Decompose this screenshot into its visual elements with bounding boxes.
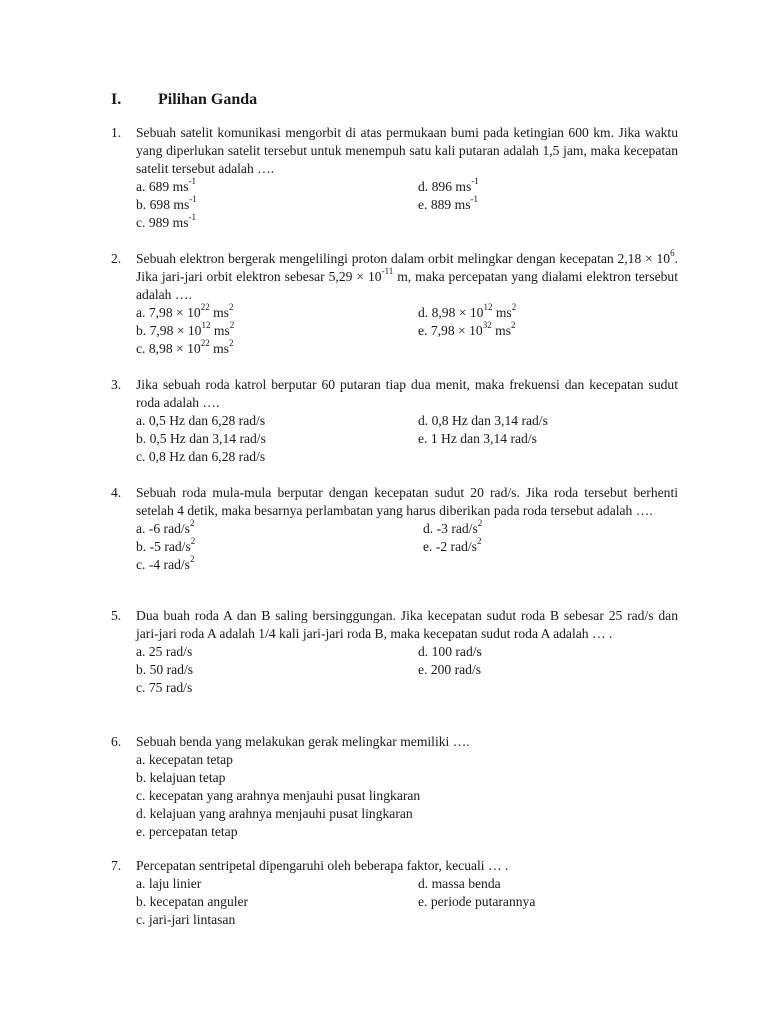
option-b[interactable]: b. $7,98 \times 10^{12}$ $ms^2$ [136, 320, 235, 338]
question-text: Sebuah satelit komunikasi mengorbit di atas permukaan bumi pada ketingian 600 km. Jika waktu yang diperlukan satelit tersebut untuk menempuh satu kali putaran adalah 1,5 jam, maka kecepatan satelit tersebut adalah …. [136, 125, 678, 176]
question-text: Dua buah roda A dan B saling bersinggungan. Jika kecepatan sudut roda B sebesar 25 rad/s dan jari-jari roda A adalah 1/4 kali jari-jari roda B, maka kecepatan sudut roda A adalah … . [136, 608, 678, 641]
question-7 [111, 857, 678, 929]
option-c[interactable]: c. jari-jari lintasan [136, 912, 236, 927]
question-text: Jika sebuah roda katrol berputar 60 putaran tiap dua menit, maka frekuensi dan kecepatan sudut roda adalah …. [136, 377, 678, 410]
options [136, 178, 678, 232]
question-3 [111, 376, 678, 466]
option-d[interactable]: d. $8,98 \times 10^{12}$ $ms^2$ [418, 302, 517, 320]
options [136, 875, 678, 929]
option-a[interactable]: a. -6 rad/$s^2$ [136, 518, 195, 536]
question-6 [111, 733, 678, 841]
section-title: Pilihan Ganda [158, 91, 258, 108]
option-b[interactable]: b. kelajuan tetap [136, 770, 226, 785]
option-a[interactable]: a. kecepatan tetap [136, 752, 233, 767]
option-d[interactable]: d. -3 rad/$s^2$ [423, 518, 483, 536]
question-number: 4. [111, 485, 122, 500]
option-e[interactable]: e. percepatan tetap [136, 824, 238, 839]
question-1 [111, 124, 678, 232]
question-text: Sebuah elektron bergerak mengelilingi proton dalam orbit melingkar dengan kecepatan $2,18 \times 10^6$. Jika jari-jari orbit elektron sebesar $5,29 \times 10^{-11}$ m, maka percepatan yang dialami elektron tersebut adalah …. [136, 248, 678, 302]
option-e[interactable]: e. 889 $ms^{-1}$ [418, 194, 478, 212]
option-a[interactable]: a. 689 $ms^{-1}$ [136, 176, 196, 194]
option-e[interactable]: e. 200 rad/s [418, 662, 482, 677]
option-b[interactable]: b. 50 rad/s [136, 662, 194, 677]
question-number: 5. [111, 608, 122, 623]
option-c[interactable]: c. 0,8 Hz dan 6,28 rad/s [136, 449, 266, 464]
question-text: Sebuah roda mula-mula berputar dengan kecepatan sudut 20 rad/s. Jika roda tersebut berhenti setelah 4 detik, maka besarnya perlambatan yang harus diberikan pada roda tersebut adalah …. [136, 485, 678, 518]
option-d[interactable]: d. kelajuan yang arahnya menjauhi pusat lingkaran [136, 806, 413, 821]
option-b[interactable]: b. -5 rad/$s^2$ [136, 536, 196, 554]
option-b[interactable]: b. kecepatan anguler [136, 894, 249, 909]
question-text: Sebuah benda yang melakukan gerak melingkar memiliki …. [136, 734, 470, 749]
question-2 [111, 250, 678, 358]
option-a[interactable]: a. 25 rad/s [136, 644, 193, 659]
option-e[interactable]: e. periode putarannya [418, 894, 536, 909]
section-heading [111, 90, 257, 110]
question-number: 2. [111, 251, 122, 266]
question-number: 3. [111, 377, 122, 392]
option-c[interactable]: c. $8,98 \times 10^{22}$ $ms^2$ [136, 338, 234, 356]
option-e[interactable]: e. $7,98 \times 10^{32}$ $ms^2$ [418, 320, 516, 338]
option-c[interactable]: c. -4 rad/$s^2$ [136, 554, 195, 572]
question-text: Percepatan sentripetal dipengaruhi oleh beberapa faktor, kecuali … . [136, 858, 509, 873]
option-c[interactable]: c. 989 $ms^{-1}$ [136, 212, 196, 230]
options [136, 304, 678, 358]
option-d[interactable]: d. 100 rad/s [418, 644, 482, 659]
question-number: 1. [111, 125, 122, 140]
question-number: 7. [111, 858, 122, 873]
section-number: I. [111, 91, 122, 108]
option-a[interactable]: a. laju linier [136, 876, 202, 891]
question-number: 6. [111, 734, 122, 749]
options [136, 643, 678, 697]
option-e[interactable]: e. 1 Hz dan 3,14 rad/s [418, 431, 537, 446]
option-a[interactable]: a. 0,5 Hz dan 6,28 rad/s [136, 413, 266, 428]
option-d[interactable]: d. 0,8 Hz dan 3,14 rad/s [418, 413, 548, 428]
option-b[interactable]: b. 698 $ms^{-1}$ [136, 194, 197, 212]
options [136, 412, 678, 466]
option-d[interactable]: d. massa benda [418, 876, 501, 891]
option-c[interactable]: c. 75 rad/s [136, 680, 193, 695]
question-5 [111, 607, 678, 697]
option-c[interactable]: c. kecepatan yang arahnya menjauhi pusat lingkaran [136, 788, 421, 803]
question-4 [111, 484, 678, 574]
option-a[interactable]: a. $7,98 \times 10^{22}$ $ms^2$ [136, 302, 234, 320]
option-b[interactable]: b. 0,5 Hz dan 3,14 rad/s [136, 431, 266, 446]
option-d[interactable]: d. 896 $ms^{-1}$ [418, 176, 479, 194]
option-e[interactable]: e. -2 rad/$s^2$ [423, 536, 482, 554]
options [136, 520, 678, 574]
options [136, 751, 678, 841]
